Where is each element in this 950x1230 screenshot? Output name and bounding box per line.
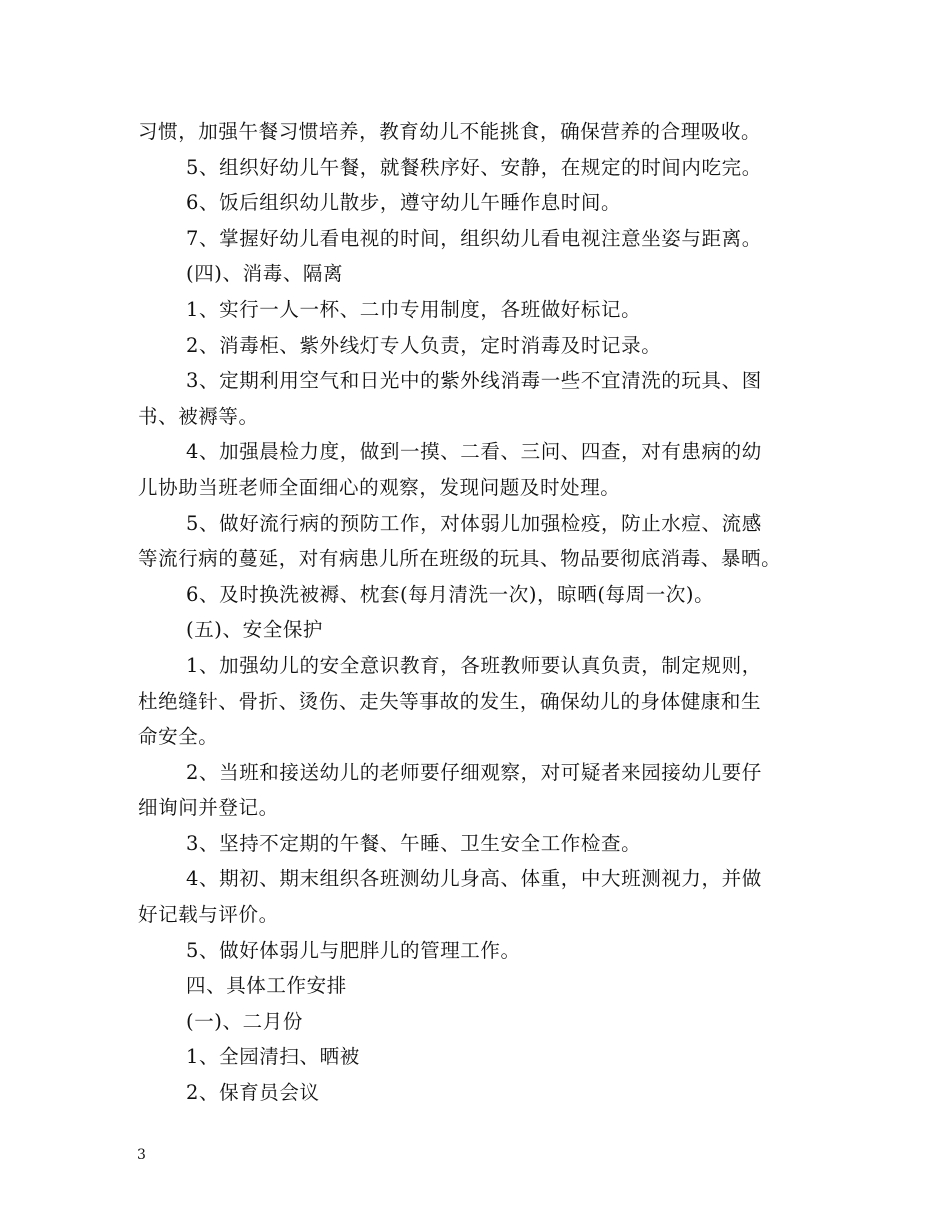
text-line: 习惯，加强午餐习惯培养，教育幼儿不能挑食，确保营养的合理吸收。: [138, 120, 762, 143]
text-line: 5、做好流行病的预防工作，对体弱儿加强检疫，防止水痘、流感: [186, 511, 762, 535]
text-line: 儿协助当班老师全面细心的观察，发现问题及时处理。: [138, 475, 621, 499]
text-line: 细询问并登记。: [138, 796, 279, 820]
text-line: 杜绝缝针、骨折、烫伤、走失等事故的发生，确保幼儿的身体健康和生: [138, 689, 762, 713]
text-line: 7、掌握好幼儿看电视的时间，组织幼儿看电视注意坐姿与距离。: [186, 226, 762, 250]
page-number: 3: [137, 1147, 146, 1163]
text-line: 6、饭后组织幼儿散步，遵守幼儿午睡作息时间。: [186, 191, 622, 215]
text-line: 命安全。: [138, 725, 219, 749]
text-line: 等流行病的蔓延，对有病患儿所在班级的玩具、物品要彻底消毒、暴晒。: [138, 547, 782, 571]
text-line: 1、实行一人一杯、二巾专用制度，各班做好标记。: [186, 297, 642, 321]
text-line: 1、全园清扫、晒被: [186, 1045, 360, 1069]
text-line: 2、保育员会议: [186, 1081, 320, 1105]
section-heading: (一)、二月份: [186, 1009, 303, 1033]
document-body: [138, 114, 824, 1111]
text-line: 3、坚持不定期的午餐、午睡、卫生安全工作检查。: [186, 831, 642, 855]
text-line: 1、加强幼儿的安全意识教育，各班教师要认真负责，制定规则，: [186, 653, 762, 677]
text-line: 5、组织好幼儿午餐，就餐秩序好、安静，在规定的时间内吃完。: [186, 155, 762, 179]
text-line: 5、做好体弱儿与肥胖儿的管理工作。: [186, 938, 521, 962]
text-line: 4、加强晨检力度，做到一摸、二看、三问、四查，对有患病的幼: [186, 440, 762, 464]
text-line: 书、被褥等。: [138, 404, 259, 428]
text-line: 3、定期利用空气和日光中的紫外线消毒一些不宜清洗的玩具、图: [186, 369, 762, 393]
text-line: 4、期初、期末组织各班测幼儿身高、体重，中大班测视力，并做: [186, 867, 762, 891]
text-line: 6、及时换洗被褥、枕套(每月清洗一次)，晾晒(每周一次)。: [186, 582, 715, 606]
text-line: 2、消毒柜、紫外线灯专人负责，定时消毒及时记录。: [186, 333, 662, 357]
section-heading: (五)、安全保护: [186, 618, 324, 642]
text-line: 好记载与评价。: [138, 903, 279, 927]
section-heading: (四)、消毒、隔离: [186, 262, 344, 286]
text-line: 2、当班和接送幼儿的老师要仔细观察，对可疑者来园接幼儿要仔: [186, 760, 762, 784]
section-heading: 四、具体工作安排: [186, 974, 347, 998]
